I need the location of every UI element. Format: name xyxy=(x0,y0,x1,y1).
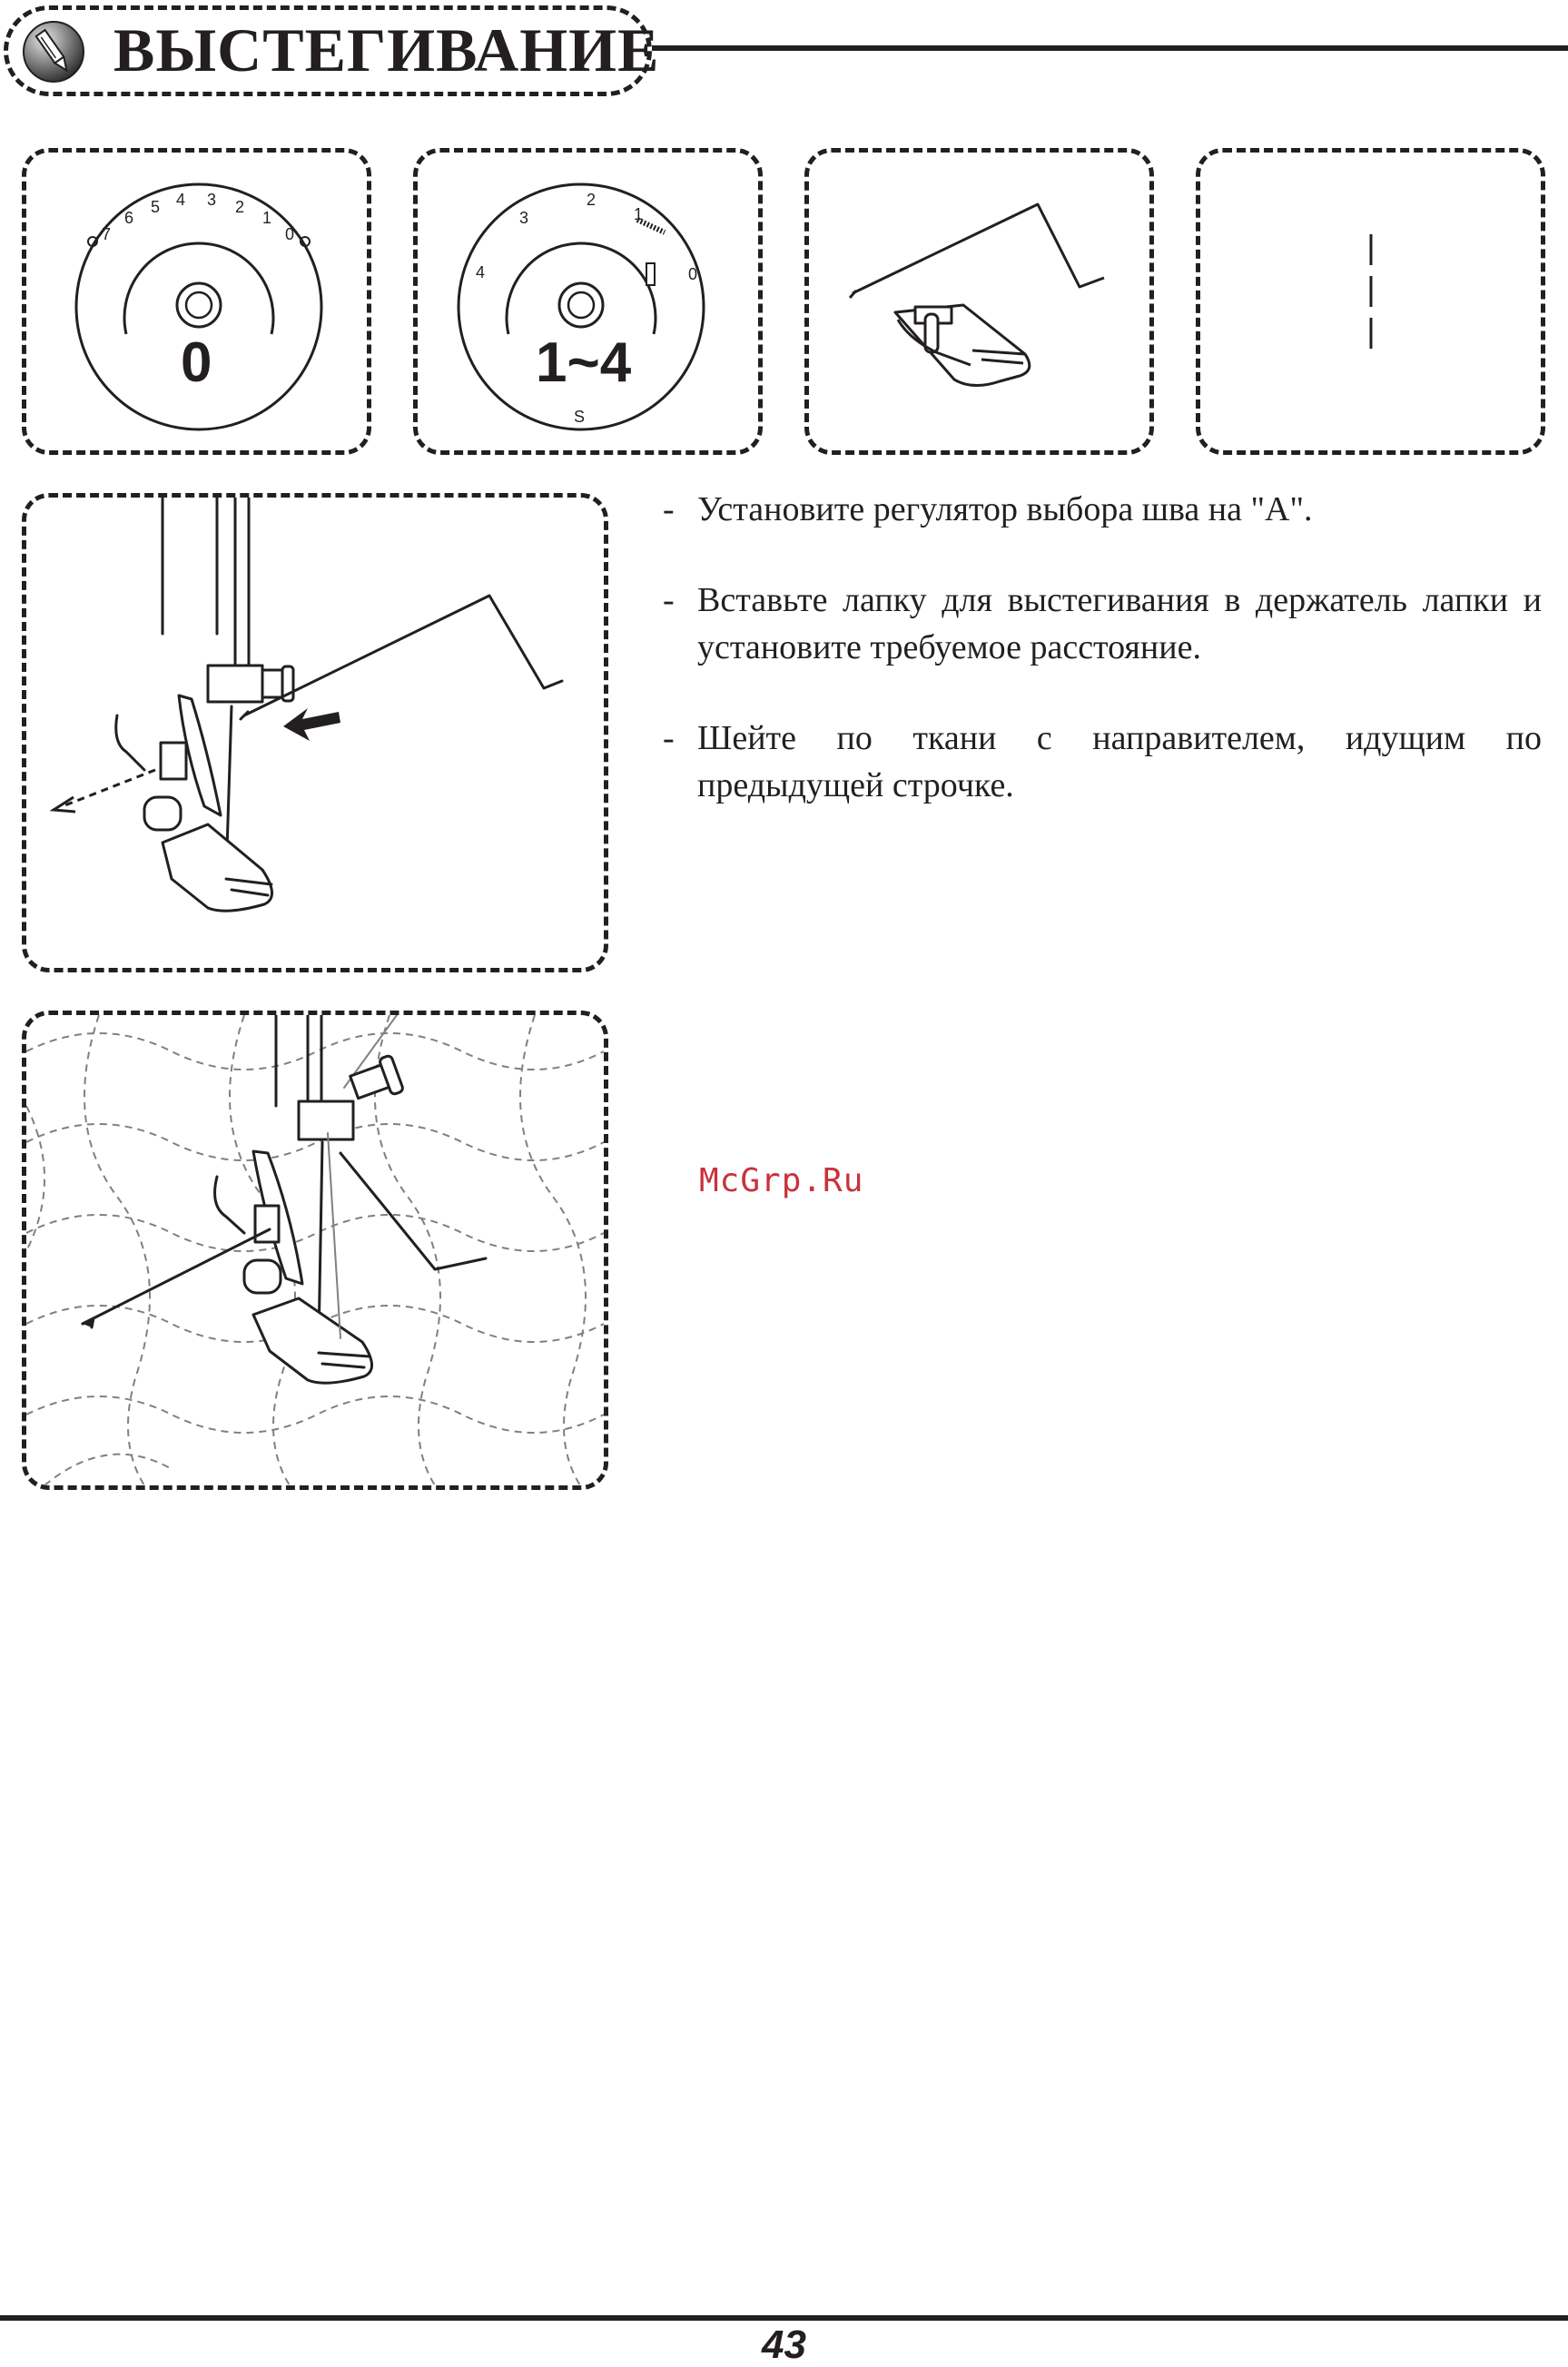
dial-scale-mark: 4 xyxy=(476,263,486,281)
straight-stitch-icon xyxy=(1200,153,1541,450)
stitch-width-dial-icon xyxy=(418,153,758,450)
instruction-text: Вставьте лапку для выстегивания в держатель лапки и установите требуемое расстояние. xyxy=(697,581,1542,666)
dial-scale-mark: 7 xyxy=(102,225,112,243)
instruction-item xyxy=(663,715,1542,809)
quilted-fabric-sewing-icon xyxy=(26,1015,604,1485)
quilting-guide-foot-icon xyxy=(809,153,1149,450)
quilting-sewing-illustration xyxy=(22,1011,608,1490)
list-bullet: - xyxy=(663,581,675,619)
instruction-text: Шейте по ткани с направителем, идущим по предыдущей строчке. xyxy=(697,719,1542,804)
dial-scale-mark: 4 xyxy=(176,191,186,209)
page-number: 43 xyxy=(762,2323,806,2367)
dial-s-mark: S xyxy=(574,408,586,426)
dial-scale-mark: 0 xyxy=(688,265,698,283)
dial-scale-mark: 5 xyxy=(151,198,161,216)
title-rule xyxy=(652,45,1568,51)
dial-scale-mark: 2 xyxy=(587,191,597,209)
pencil-needle-icon xyxy=(22,20,85,84)
stitch-width-value: 1~4 xyxy=(536,331,632,394)
dial-scale-mark: 3 xyxy=(207,191,217,209)
stitch-length-value: 0 xyxy=(181,331,212,394)
presser-foot-panel xyxy=(804,148,1154,455)
stitch-length-dial-icon xyxy=(26,153,367,450)
instruction-text: Установите регулятор выбора шва на "А". xyxy=(697,490,1313,528)
stitch-length-panel xyxy=(22,148,371,455)
stitch-pattern-panel xyxy=(1196,148,1545,455)
presser-foot-with-guide-icon xyxy=(26,498,604,968)
list-bullet: - xyxy=(663,719,675,757)
dial-scale-mark: 6 xyxy=(124,209,134,227)
instruction-list xyxy=(663,486,1542,853)
dial-scale-mark: 3 xyxy=(519,209,529,227)
dial-scale-mark: 1 xyxy=(262,209,272,227)
list-bullet: - xyxy=(663,490,675,528)
dial-scale-mark: 2 xyxy=(235,198,245,216)
instruction-item xyxy=(663,486,1542,533)
dial-scale-mark: 1 xyxy=(634,205,644,223)
guide-insertion-illustration xyxy=(22,493,608,972)
instruction-item xyxy=(663,577,1542,671)
footer-rule xyxy=(0,2315,1568,2321)
stitch-width-panel xyxy=(413,148,763,455)
watermark: McGrp.Ru xyxy=(699,1162,864,1199)
page-title: ВЫСТЕГИВАНИЕ xyxy=(113,15,660,84)
dial-scale-mark: 0 xyxy=(285,225,295,243)
